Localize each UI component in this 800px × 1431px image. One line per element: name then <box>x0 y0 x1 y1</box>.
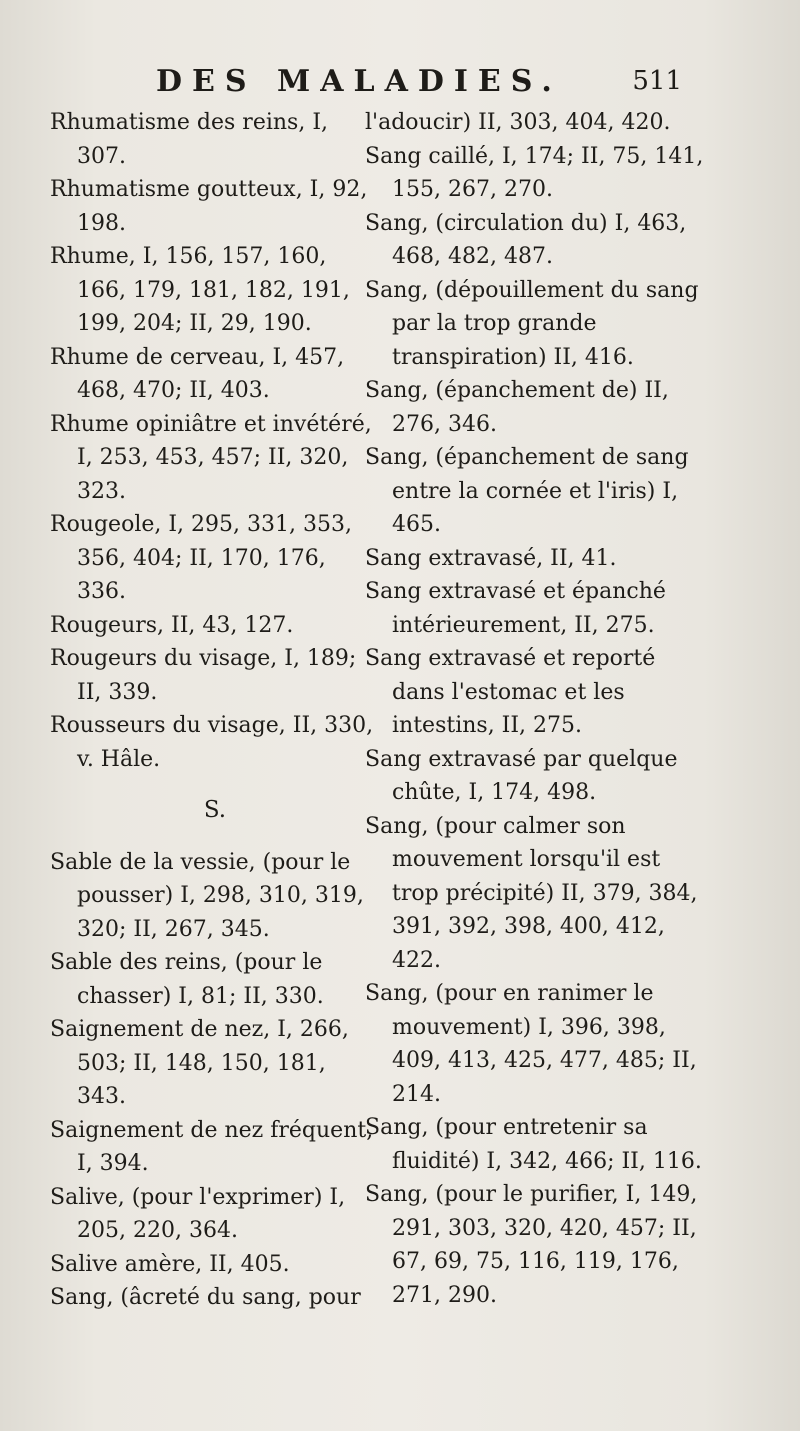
index-entry: Sang caillé, I, 174; II, 75, 141, 155, 267, 270. <box>365 143 704 202</box>
index-entry: Rhumatisme des reins, I, 307. <box>50 110 329 169</box>
running-header <box>0 64 800 104</box>
index-entry: Rhume de cerveau, I, 457, 468, 470; II, 403. <box>50 344 345 403</box>
index-entry: Sang, (pour en ranimer le mouvement) I, 396, 398, 409, 413, 425, 477, 485; II, 214. <box>365 981 697 1107</box>
index-entry: Rougeurs, II, 43, 127. <box>50 612 294 638</box>
page-number: 511 <box>632 66 682 96</box>
index-entry: Rhumatisme goutteux, I, 92, 198. <box>50 177 368 236</box>
index-entry: l'adoucir) II, 303, 404, 420. <box>365 110 671 135</box>
index-entry: Sang extravasé par quelque chûte, I, 174, 498. <box>365 746 678 805</box>
index-entry: Salive, (pour l'exprimer) I, 205, 220, 364. <box>50 1184 346 1243</box>
section-letter-heading: S. <box>203 797 227 823</box>
index-entry: Sang, (épanchement de) II, 276, 346. <box>365 378 669 437</box>
index-entry: Sang, (circulation du) I, 463, 468, 482, 487. <box>365 210 687 269</box>
running-title: DES MALADIES. <box>156 64 562 99</box>
index-entry: Sang extravasé et reporté dans l'estomac et les intestins, II, 275. <box>365 646 656 738</box>
index-entry: Sang, (épanchement de sang entre la cornée et l'iris) I, 465. <box>365 445 689 537</box>
index-entry: Rhume, I, 156, 157, 160, 166, 179, 181, 182, 191, 199, 204; II, 29, 190. <box>50 244 350 336</box>
index-entry: Sang, (pour calmer son mouvement lorsqu'il est trop précipité) II, 379, 384, 391, 392, 398, 400, 412, 422. <box>365 813 698 973</box>
index-entry: Saignement de nez fréquent, I, 394. <box>50 1117 374 1176</box>
index-entry: Rousseurs du visage, II, 330, v. Hâle. <box>50 713 374 772</box>
index-column-left <box>50 106 380 1315</box>
index-entry: Sable des reins, (pour le chasser) I, 81; II, 330. <box>50 950 324 1009</box>
index-entry: Sang, (âcreté du sang, pour <box>50 1285 361 1310</box>
index-entry: Sang extravasé, II, 41. <box>365 545 617 571</box>
index-entry: Salive amère, II, 405. <box>50 1251 290 1277</box>
index-entry: Sang, (pour entretenir sa fluidité) I, 342, 466; II, 116. <box>365 1115 702 1174</box>
index-entry: Saignement de nez, I, 266, 503; II, 148, 150, 181, 343. <box>50 1017 349 1109</box>
index-entry: Sang, (pour le purifier, I, 149, 291, 303, 320, 420, 457; II, 67, 69, 75, 116, 119, 176, 271, 290. <box>365 1182 698 1308</box>
index-entry: Rougeole, I, 295, 331, 353, 356, 404; II, 170, 176, 336. <box>50 512 352 604</box>
index-column-right <box>365 106 710 1312</box>
index-entry: Sable de la vessie, (pour le pousser) I, 298, 310, 319, 320; II, 267, 345. <box>50 849 364 942</box>
index-entry: Rhume opiniâtre et invétéré, I, 253, 453, 457; II, 320, 323. <box>50 411 372 504</box>
index-entry: Sang, (dépouillement du sang par la trop grande transpiration) II, 416. <box>365 277 699 370</box>
index-entry: Rougeurs du visage, I, 189; II, 339. <box>50 646 357 705</box>
index-entry: Sang extravasé et épanché intérieurement, II, 275. <box>365 579 666 638</box>
